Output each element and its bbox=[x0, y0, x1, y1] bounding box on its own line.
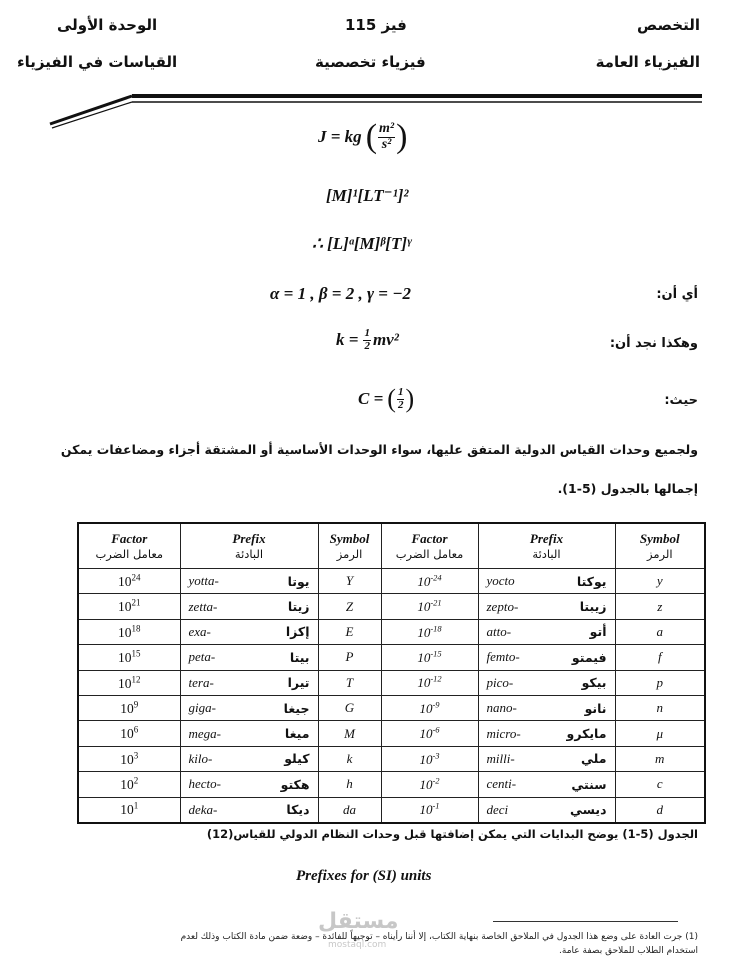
table-row bbox=[78, 721, 705, 746]
table-row bbox=[78, 645, 705, 670]
submultiple-symbol-cell: f bbox=[615, 645, 705, 670]
label-where: حيث: bbox=[664, 393, 698, 408]
submultiple-prefix-cell: deci ديسي bbox=[478, 797, 615, 823]
submultiple-factor-cell: $10^{-12}$ bbox=[381, 670, 478, 695]
table-row bbox=[78, 797, 705, 823]
submultiple-factor-cell: $10^{-18}$ bbox=[381, 619, 478, 644]
factor-cell: $10^{12}$ bbox=[78, 670, 180, 695]
equation-constant: C = ( $\frac{1}{2}$ ) bbox=[358, 384, 415, 413]
equation-dimensions: [M]¹[LT⁻¹]² bbox=[326, 186, 409, 205]
submultiple-prefix-cell: micro- مايكرو bbox=[478, 721, 615, 746]
label-thus-we-find: وهكذا نجد أن: bbox=[609, 336, 698, 351]
symbol-cell: T bbox=[318, 670, 381, 695]
submultiple-prefix-cell: yocto يوكتا bbox=[478, 569, 615, 594]
header-specialization-value: الفيزياء العامة bbox=[595, 53, 700, 71]
submultiple-prefix-cell: zepto- زيبتا bbox=[478, 594, 615, 619]
submultiple-factor-cell: $10^{-2}$ bbox=[381, 772, 478, 797]
symbol-cell: M bbox=[318, 721, 381, 746]
prefix-cell: exa- إكزا bbox=[180, 619, 318, 644]
submultiple-symbol-cell: p bbox=[615, 670, 705, 695]
submultiple-factor-cell: $10^{-21}$ bbox=[381, 594, 478, 619]
symbol-cell: P bbox=[318, 645, 381, 670]
equation-therefore: ∴ [L]ᵅ[M]ᵝ[T]ᵞ bbox=[312, 234, 412, 253]
submultiple-factor-cell: $10^{-1}$ bbox=[381, 797, 478, 823]
submultiple-factor-cell: $10^{-6}$ bbox=[381, 721, 478, 746]
submultiple-factor-cell: $10^{-3}$ bbox=[381, 746, 478, 771]
submultiple-symbol-cell: μ bbox=[615, 721, 705, 746]
label-meaning: أي أن: bbox=[656, 287, 698, 302]
header-symbol-small: Symbol الرمز bbox=[615, 523, 705, 569]
table-row bbox=[78, 695, 705, 720]
submultiple-prefix-cell: centi- سنتي bbox=[478, 772, 615, 797]
footnote-separator bbox=[493, 921, 678, 922]
factor-cell: $10^{15}$ bbox=[78, 645, 180, 670]
symbol-cell: k bbox=[318, 746, 381, 771]
header-course-name: فيزياء تخصصية bbox=[315, 53, 426, 71]
submultiple-prefix-cell: femto- فيمتو bbox=[478, 645, 615, 670]
submultiple-factor-cell: $10^{-24}$ bbox=[381, 569, 478, 594]
paragraph-line-1: ولجميع وحدات القياس الدولية المتفق عليها، سواء الوحدات الأساسية أو المشتقة أجزاء ومضاعفات يمكن bbox=[60, 442, 698, 457]
equation-joule: J = kg ( $\frac{\text{m²}}{\text{s²}}$ ) bbox=[318, 118, 408, 155]
submultiple-symbol-cell: d bbox=[615, 797, 705, 823]
submultiple-symbol-cell: a bbox=[615, 619, 705, 644]
submultiple-prefix-cell: pico- بيكو bbox=[478, 670, 615, 695]
table-row bbox=[78, 619, 705, 644]
paragraph-line-2: إجمالها بالجدول (5-1). bbox=[557, 481, 698, 496]
table-row bbox=[78, 746, 705, 771]
factor-cell: $10^{21}$ bbox=[78, 594, 180, 619]
header-symbol: Symbol الرمز bbox=[318, 523, 381, 569]
watermark-logo: مستقل bbox=[318, 909, 399, 934]
si-prefix-table bbox=[77, 522, 706, 824]
header-prefix-small: Prefix البادئة bbox=[478, 523, 615, 569]
header-factor-small: Factor معامل الضرب bbox=[381, 523, 478, 569]
submultiple-symbol-cell: n bbox=[615, 695, 705, 720]
factor-cell: $10^3$ bbox=[78, 746, 180, 771]
symbol-cell: Z bbox=[318, 594, 381, 619]
prefix-cell: mega- ميغا bbox=[180, 721, 318, 746]
factor-cell: $10^{24}$ bbox=[78, 569, 180, 594]
header-factor: Factor معامل الضرب bbox=[78, 523, 180, 569]
header-prefix: Prefix البادئة bbox=[180, 523, 318, 569]
footnote-line-2: استخدام الطلاب للملاحق بصفة عامة. bbox=[559, 946, 698, 956]
header-specialization-label: التخصص bbox=[637, 16, 700, 34]
symbol-cell: h bbox=[318, 772, 381, 797]
table-row bbox=[78, 594, 705, 619]
symbol-cell: G bbox=[318, 695, 381, 720]
submultiple-symbol-cell: c bbox=[615, 772, 705, 797]
submultiple-symbol-cell: z bbox=[615, 594, 705, 619]
table-caption: الجدول (5-1) يوضح البدايات التي يمكن إضافتها قبل وحدات النظام الدولي للقياس(12) bbox=[206, 827, 698, 841]
table-row bbox=[78, 569, 705, 594]
prefix-cell: kilo- كيلو bbox=[180, 746, 318, 771]
prefix-cell: yotta- يوتا bbox=[180, 569, 318, 594]
submultiple-symbol-cell: y bbox=[615, 569, 705, 594]
table-row bbox=[78, 772, 705, 797]
table-header-row bbox=[78, 523, 705, 569]
prefix-cell: zetta- زيتا bbox=[180, 594, 318, 619]
watermark-url: mostaql.com bbox=[328, 940, 387, 950]
submultiple-prefix-cell: atto- أتو bbox=[478, 619, 615, 644]
submultiple-factor-cell: $10^{-9}$ bbox=[381, 695, 478, 720]
prefix-cell: giga- جيغا bbox=[180, 695, 318, 720]
submultiple-prefix-cell: milli- ملي bbox=[478, 746, 615, 771]
factor-cell: $10^{18}$ bbox=[78, 619, 180, 644]
header-course-code: فيز 115 bbox=[345, 16, 407, 34]
factor-cell: $10^2$ bbox=[78, 772, 180, 797]
table-row bbox=[78, 670, 705, 695]
submultiple-prefix-cell: nano- نانو bbox=[478, 695, 615, 720]
submultiple-factor-cell: $10^{-15}$ bbox=[381, 645, 478, 670]
english-table-title: Prefixes for (SI) units bbox=[296, 868, 432, 884]
prefix-cell: tera- تيرا bbox=[180, 670, 318, 695]
factor-cell: $10^1$ bbox=[78, 797, 180, 823]
symbol-cell: da bbox=[318, 797, 381, 823]
factor-cell: $10^9$ bbox=[78, 695, 180, 720]
header-unit-title: القياسات في الفيزياء bbox=[17, 53, 178, 71]
prefix-cell: peta- بيتا bbox=[180, 645, 318, 670]
factor-cell: $10^6$ bbox=[78, 721, 180, 746]
header-unit-number: الوحدة الأولى bbox=[57, 16, 158, 34]
symbol-cell: E bbox=[318, 619, 381, 644]
prefix-cell: hecto- هكتو bbox=[180, 772, 318, 797]
equation-greek-values: α = 1 , β = 2 , γ = −2 bbox=[270, 284, 412, 303]
equation-kinetic-energy: k = $\frac{1}{2}$ mv² bbox=[336, 327, 399, 352]
symbol-cell: Y bbox=[318, 569, 381, 594]
submultiple-symbol-cell: m bbox=[615, 746, 705, 771]
prefix-cell: deka- ديكا bbox=[180, 797, 318, 823]
footnote-line-1: (1) جرت العادة على وضع هذا الجدول في الملاحق الخاصة بنهاية الكتاب، إلا أننا رأيناه – توجيهاً للفائدة – وضعة ضمن مادة الكتاب وذلك لعدم bbox=[180, 932, 698, 942]
